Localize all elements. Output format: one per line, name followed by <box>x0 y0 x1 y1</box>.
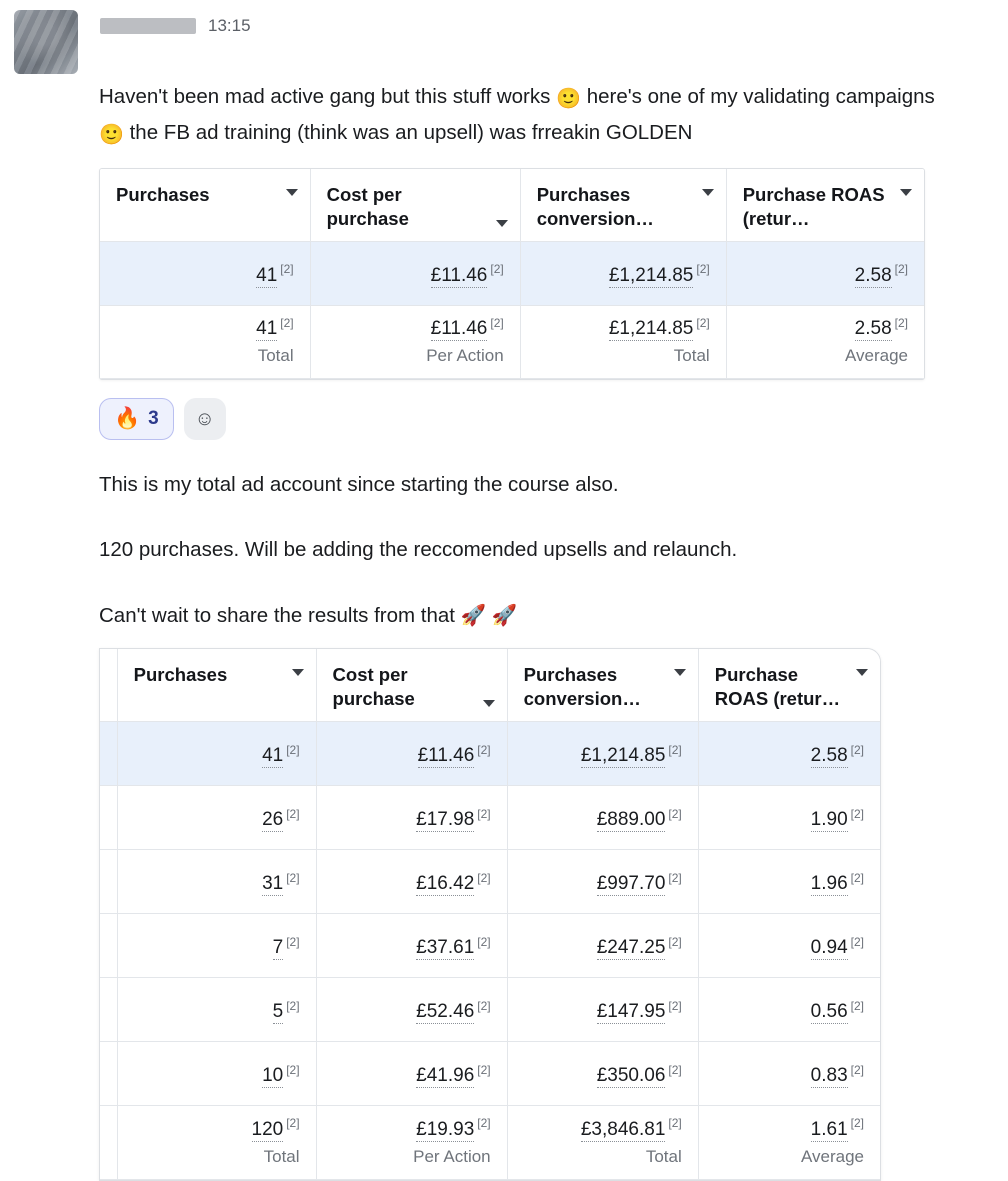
total-label: Total <box>257 346 294 366</box>
footnote-marker: [2] <box>286 1062 300 1077</box>
total-label: Per Action <box>426 346 504 366</box>
table-row[interactable] <box>100 850 880 914</box>
message-paragraph-1: This is my total ad account since starting the course also. <box>99 473 619 497</box>
footnote-marker: [2] <box>477 870 491 885</box>
cell-value: 120 <box>251 1118 284 1140</box>
cell-value: 41 <box>256 318 278 340</box>
author-name-redacted <box>100 18 196 34</box>
cell-value: 0.56 <box>810 1000 848 1022</box>
footnote-marker: [2] <box>850 806 864 821</box>
column-header-truncated <box>100 649 117 722</box>
table-row[interactable] <box>100 722 880 786</box>
cell-purchases <box>117 914 316 978</box>
total-label: Average <box>844 346 908 366</box>
total-label: Total <box>263 1146 300 1166</box>
footnote-marker: [2] <box>668 934 682 949</box>
cell-value: 7 <box>272 936 284 958</box>
footnote-marker: [2] <box>477 1116 491 1131</box>
total-label: Average <box>800 1146 864 1166</box>
table-row[interactable] <box>100 786 880 850</box>
avatar[interactable] <box>14 10 78 74</box>
column-label: Cost per purchase <box>332 664 415 710</box>
cell-cost-per-purchase <box>316 850 507 914</box>
message-body <box>0 80 1008 152</box>
cell-purchases <box>117 722 316 786</box>
total-cost-per-purchase <box>310 306 520 379</box>
cell-value: £19.93 <box>416 1118 475 1140</box>
footnote-marker: [2] <box>286 806 300 821</box>
cell-truncated <box>100 786 117 850</box>
cell-value: £1,214.85 <box>608 318 694 340</box>
footnote-marker: [2] <box>668 806 682 821</box>
footnote-marker: [2] <box>280 262 294 277</box>
slightly-smiling-face-emoji: 🙂 <box>556 88 581 110</box>
cell-value: 31 <box>262 872 284 894</box>
total-purchases-conversion <box>507 1106 698 1179</box>
cell-value: 26 <box>262 808 284 830</box>
column-header-purchase-roas[interactable] <box>698 649 880 722</box>
cell-value: 0.83 <box>810 1064 848 1086</box>
smiley-face-icon: ☺ <box>194 407 215 430</box>
cell-value: 41 <box>256 264 278 286</box>
cell-value: 1.96 <box>810 872 848 894</box>
table-row[interactable] <box>100 978 880 1042</box>
table-2 <box>100 649 880 1179</box>
column-label: Purchases conversion… <box>523 664 641 710</box>
total-cost-per-purchase <box>316 1106 507 1179</box>
cell-truncated <box>100 1106 117 1179</box>
column-label: Purchases <box>133 664 228 686</box>
cell-purchase-roas <box>698 1042 880 1106</box>
chevron-down-icon[interactable] <box>292 669 304 676</box>
table-totals-row <box>100 1106 880 1179</box>
chevron-down-icon[interactable] <box>856 669 868 676</box>
cell-value: £41.96 <box>416 1064 475 1086</box>
metrics-table-2 <box>99 648 881 1180</box>
cell-value: £1,214.85 <box>580 744 666 766</box>
cell-value: 41 <box>262 744 284 766</box>
cell-purchase-roas <box>698 722 880 786</box>
cell-purchase-roas <box>726 242 924 306</box>
cell-value: £11.46 <box>417 744 475 766</box>
metrics-table-1 <box>99 168 925 380</box>
footnote-marker: [2] <box>696 262 710 277</box>
cell-cost-per-purchase <box>316 978 507 1042</box>
cell-value: £997.70 <box>596 872 666 894</box>
cell-purchases <box>117 978 316 1042</box>
message-header <box>0 10 1008 74</box>
table-row[interactable] <box>100 242 924 306</box>
cell-value: £37.61 <box>416 936 475 958</box>
footnote-marker: [2] <box>850 1116 864 1131</box>
cell-cost-per-purchase <box>316 722 507 786</box>
cell-value: 0.94 <box>810 936 848 958</box>
footnote-marker: [2] <box>668 1116 682 1131</box>
cell-value: £247.25 <box>596 936 666 958</box>
footnote-marker: [2] <box>668 742 682 757</box>
cell-value: £147.95 <box>596 1000 666 1022</box>
footnote-marker: [2] <box>850 934 864 949</box>
cell-value: £350.06 <box>596 1064 666 1086</box>
footnote-marker: [2] <box>280 316 294 330</box>
cell-value: 10 <box>262 1064 284 1086</box>
slightly-smiling-face-emoji-2: 🙂 <box>99 124 124 146</box>
column-label: Purchases <box>116 184 210 205</box>
table-1 <box>100 169 924 379</box>
cell-purchases-conversion <box>507 1042 698 1106</box>
footnote-marker: [2] <box>490 316 504 330</box>
reaction-bar <box>0 398 1008 440</box>
reaction-fire[interactable] <box>99 398 174 440</box>
cell-purchase-roas <box>698 786 880 850</box>
cell-value: £1,214.85 <box>608 264 694 286</box>
cell-value: 1.90 <box>810 808 848 830</box>
footnote-marker: [2] <box>668 1062 682 1077</box>
reaction-count: 3 <box>148 408 159 430</box>
cell-cost-per-purchase <box>316 914 507 978</box>
footnote-marker: [2] <box>477 742 491 757</box>
footnote-marker: [2] <box>668 998 682 1013</box>
add-reaction-button[interactable] <box>184 398 226 440</box>
footnote-marker: [2] <box>286 934 300 949</box>
footnote-marker: [2] <box>490 262 504 277</box>
footnote-marker: [2] <box>894 262 908 277</box>
cell-truncated <box>100 914 117 978</box>
column-label: Purchase ROAS (retur… <box>714 664 841 710</box>
cell-purchases-conversion <box>520 242 726 306</box>
cell-value: 2.58 <box>810 744 848 766</box>
cell-truncated <box>100 978 117 1042</box>
column-header-cost-per-purchase[interactable] <box>316 649 507 722</box>
cell-truncated <box>100 722 117 786</box>
message-paragraph-2: 120 purchases. Will be adding the reccomended upsells and relaunch. <box>99 538 738 562</box>
cell-truncated <box>100 850 117 914</box>
message-text-part3: campaigns <box>835 85 935 108</box>
cell-cost-per-purchase <box>316 1042 507 1106</box>
fire-emoji: 🔥 <box>114 407 141 431</box>
total-purchases <box>117 1106 316 1179</box>
cell-purchases <box>117 786 316 850</box>
cell-purchases-conversion <box>507 914 698 978</box>
total-label: Per Action <box>413 1146 491 1166</box>
footnote-marker: [2] <box>696 316 710 330</box>
total-label: Total <box>645 1146 682 1166</box>
cell-purchases-conversion <box>507 722 698 786</box>
table-header-row <box>100 649 880 722</box>
footnote-marker: [2] <box>286 998 300 1013</box>
chevron-down-icon[interactable] <box>674 669 686 676</box>
column-header-purchase-roas[interactable] <box>726 169 924 242</box>
table-row[interactable] <box>100 1042 880 1106</box>
footnote-marker: [2] <box>894 316 908 330</box>
message-timestamp: 13:15 <box>208 16 251 35</box>
footnote-marker: [2] <box>477 934 491 949</box>
cell-value: £3,846.81 <box>580 1118 666 1140</box>
cell-value: £11.46 <box>430 318 488 340</box>
column-header-cost-per-purchase[interactable] <box>310 169 520 242</box>
cell-purchases-conversion <box>507 978 698 1042</box>
cell-value: £16.42 <box>416 872 475 894</box>
cell-cost-per-purchase <box>316 786 507 850</box>
footnote-marker: [2] <box>668 870 682 885</box>
table-totals-row <box>100 306 924 379</box>
footnote-marker: [2] <box>286 742 300 757</box>
footnote-marker: [2] <box>850 1062 864 1077</box>
cell-value: 1.61 <box>810 1118 848 1140</box>
total-purchase-roas <box>726 306 924 379</box>
cell-value: £52.46 <box>416 1000 475 1022</box>
cell-purchases <box>117 850 316 914</box>
column-label: Purchase ROAS (retur… <box>742 184 885 229</box>
chevron-down-icon[interactable] <box>702 189 714 196</box>
total-purchases <box>100 306 310 379</box>
chevron-down-icon[interactable] <box>496 220 508 227</box>
chevron-down-icon[interactable] <box>900 189 912 196</box>
total-purchase-roas <box>698 1106 880 1179</box>
cell-purchases-conversion <box>507 786 698 850</box>
message-text-part2: here's one of my validating <box>586 85 830 108</box>
footnote-marker: [2] <box>477 806 491 821</box>
total-label: Total <box>673 346 710 366</box>
message-text-part1: Haven't been mad active gang but this stuff works <box>99 85 551 108</box>
table-row[interactable] <box>100 914 880 978</box>
column-header-purchases[interactable] <box>100 169 310 242</box>
chevron-down-icon[interactable] <box>286 189 298 196</box>
message-paragraph-3: Can't wait to share the results from that 🚀 🚀 <box>99 604 518 628</box>
cell-truncated <box>100 1042 117 1106</box>
cell-value: £889.00 <box>596 808 666 830</box>
column-label: Cost per purchase <box>326 184 409 229</box>
cell-value: 5 <box>272 1000 284 1022</box>
cell-purchases-conversion <box>507 850 698 914</box>
column-header-purchases-conversion[interactable] <box>520 169 726 242</box>
cell-cost-per-purchase <box>310 242 520 306</box>
footnote-marker: [2] <box>477 998 491 1013</box>
column-header-purchases-conversion[interactable] <box>507 649 698 722</box>
cell-purchase-roas <box>698 850 880 914</box>
column-label: Purchases conversion… <box>536 184 654 229</box>
cell-value: £11.46 <box>430 264 488 286</box>
cell-purchase-roas <box>698 914 880 978</box>
footnote-marker: [2] <box>850 870 864 885</box>
message-text-part4: the FB ad training (think was an upsell) was frreakin GOLDEN <box>129 121 693 144</box>
footnote-marker: [2] <box>286 870 300 885</box>
footnote-marker: [2] <box>850 998 864 1013</box>
cell-value: 2.58 <box>854 318 892 340</box>
table-header-row <box>100 169 924 242</box>
total-purchases-conversion <box>520 306 726 379</box>
cell-purchases <box>100 242 310 306</box>
footnote-marker: [2] <box>286 1116 300 1131</box>
column-header-purchases[interactable] <box>117 649 316 722</box>
cell-purchases <box>117 1042 316 1106</box>
chevron-down-icon[interactable] <box>483 700 495 707</box>
message-meta <box>78 10 251 36</box>
footnote-marker: [2] <box>477 1062 491 1077</box>
cell-purchase-roas <box>698 978 880 1042</box>
cell-value: £17.98 <box>416 808 475 830</box>
table-2-body <box>100 722 880 1179</box>
footnote-marker: [2] <box>850 742 864 757</box>
cell-value: 2.58 <box>854 264 892 286</box>
